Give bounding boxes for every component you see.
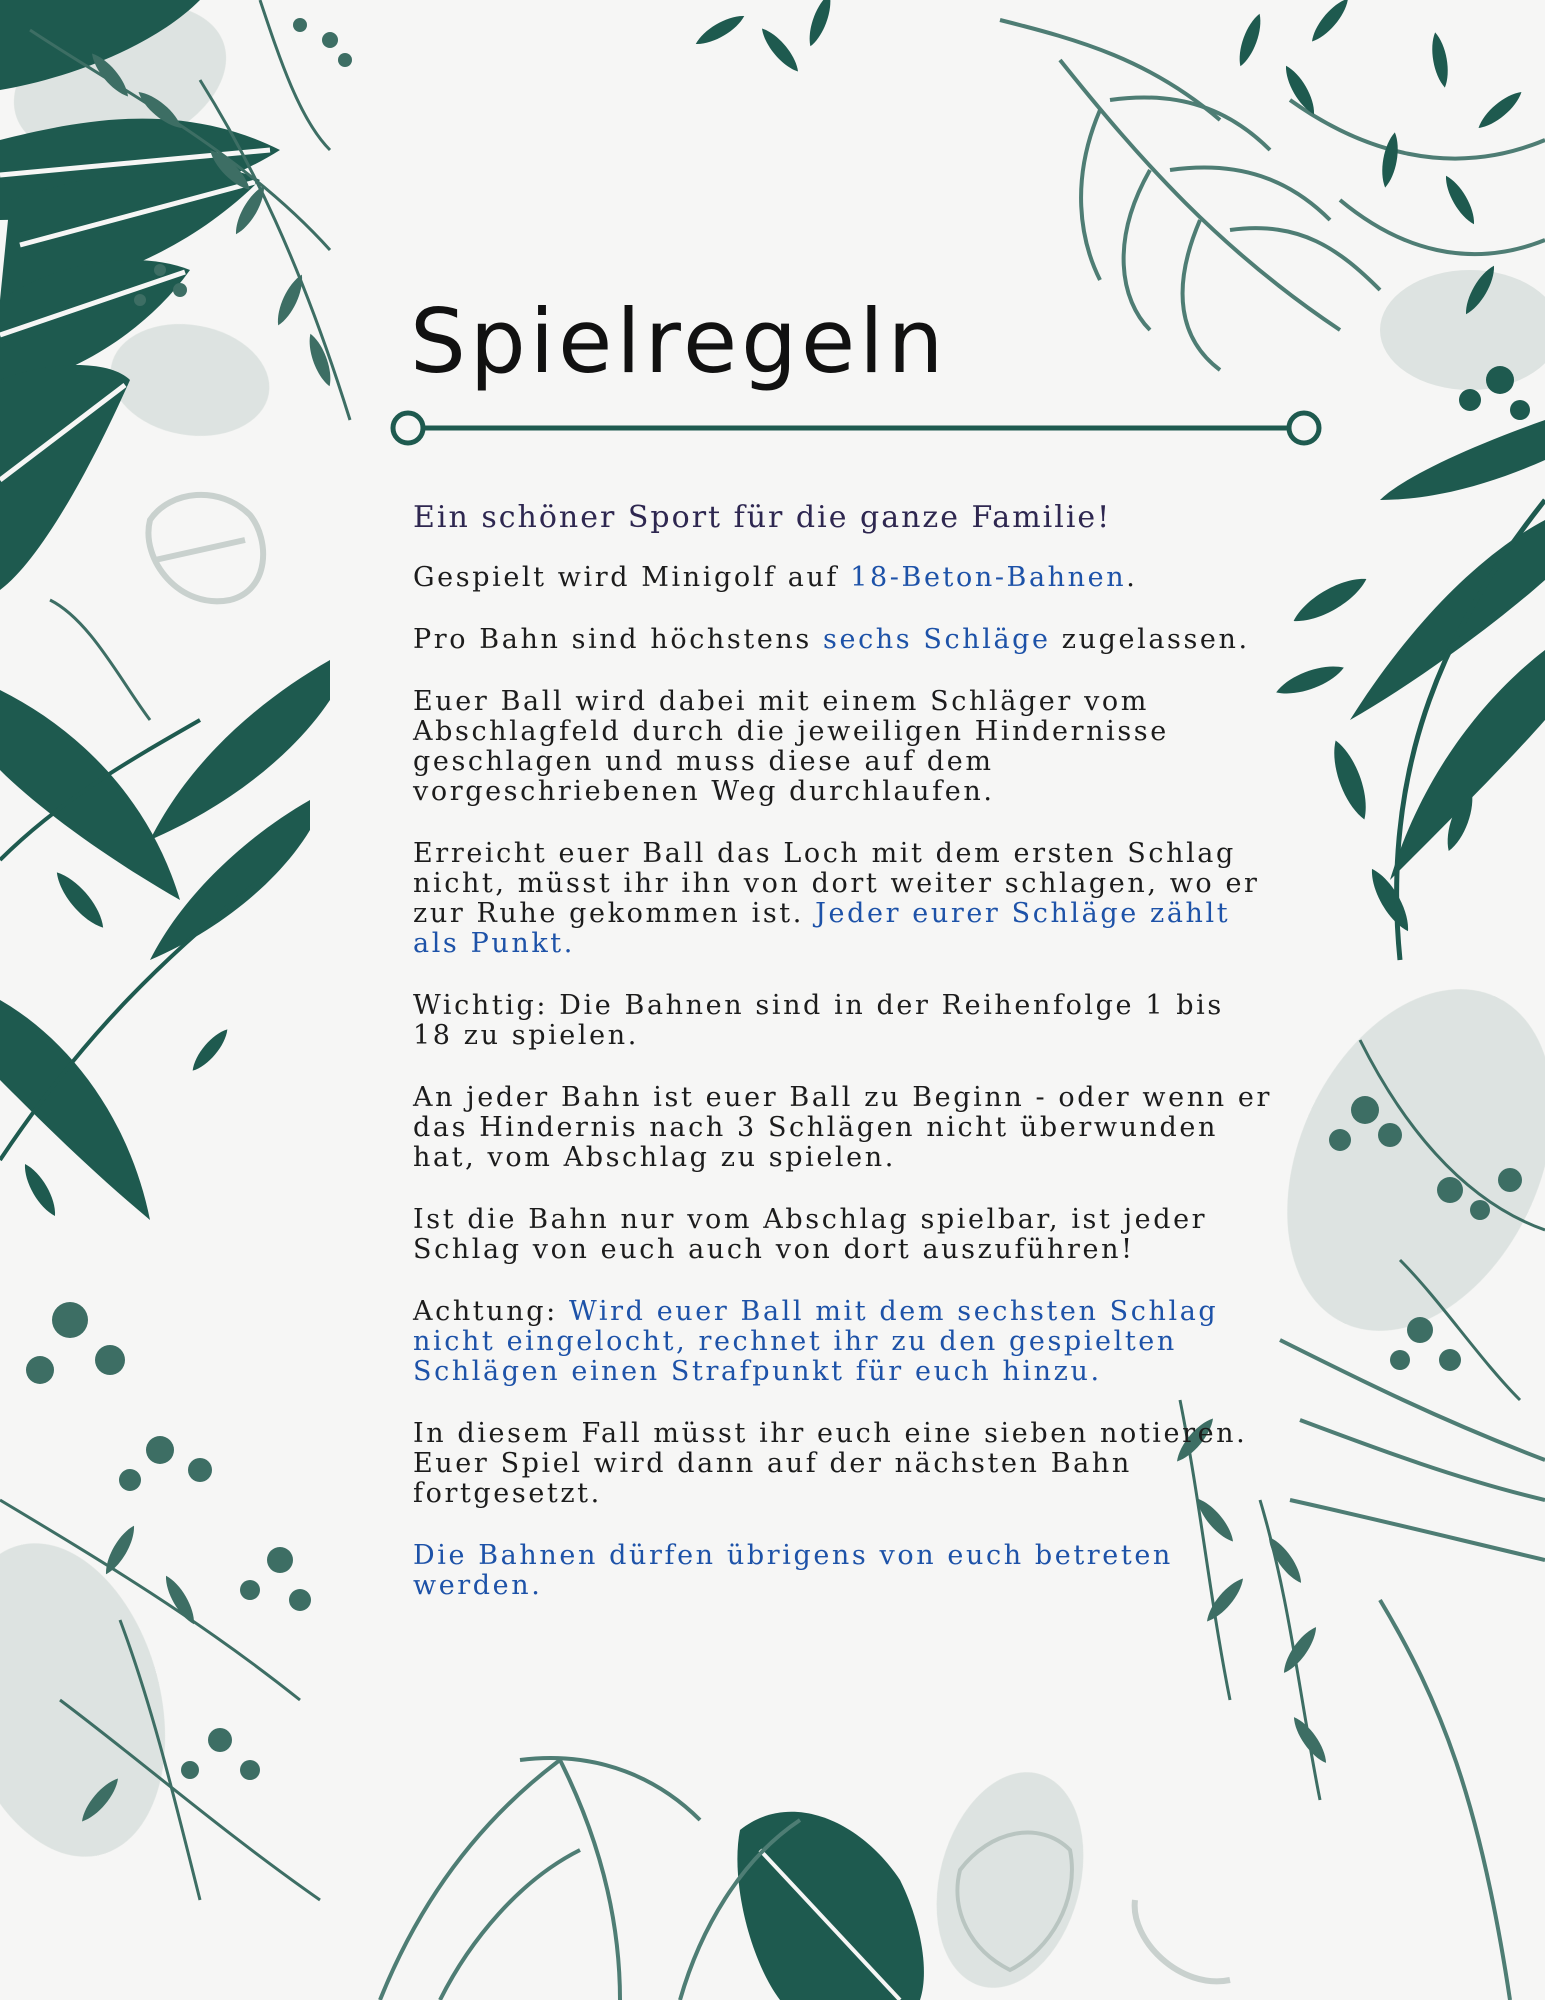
paragraph-scoring (413, 839, 1273, 959)
paragraph-course (413, 563, 1273, 593)
paragraph-start (413, 1083, 1273, 1173)
paragraph-text: Ist die Bahn nur vom Abschlag spielbar, ist jeder Schlag von euch auch von dort auszuführen! (413, 1204, 1208, 1265)
highlight-text: Wird euer Ball mit dem sechsten Schlag nicht eingelocht, rechnet ihr zu den gespielten Schlägen einen Strafpunkt für euch hinzu. (413, 1296, 1219, 1387)
paragraph-seven (413, 1419, 1273, 1509)
paragraph-text: Achtung: (413, 1296, 570, 1327)
rules-text (413, 563, 1273, 1633)
highlight-text: 18-Beton-Bahnen (850, 562, 1127, 593)
highlight-text: Die Bahnen dürfen übrigens von euch betreten werden. (413, 1540, 1173, 1601)
paragraph-text: Gespielt wird Minigolf auf (413, 562, 851, 593)
subtitle: Ein schöner Sport für die ganze Familie! (413, 500, 1112, 535)
paragraph-tee (413, 1205, 1273, 1265)
highlight-text: Jeder eurer Schläge zählt als Punkt. (413, 898, 1231, 959)
title-divider (388, 408, 1324, 448)
paragraph-text: Erreicht euer Ball das Loch mit dem ersten Schlag nicht, müsst ihr ihn von dort weiter schlagen, wo er zur Ruhe gekommen ist. (413, 838, 1260, 929)
paragraph-text: zugelassen. (1050, 624, 1250, 655)
paragraph-text: An jeder Bahn ist euer Ball zu Beginn - oder wenn er das Hindernis nach 3 Schlägen nicht überwunden hat, vom Abschlag zu spielen. (413, 1082, 1272, 1173)
paragraph-penalty (413, 1297, 1273, 1387)
paragraph-play (413, 687, 1273, 807)
paragraph-text: Pro Bahn sind höchstens (413, 624, 824, 655)
paragraph-text: Euer Ball wird dabei mit einem Schläger vom Abschlagfeld durch die jeweiligen Hindernisse geschlagen und muss diese auf dem vorgeschriebenen Weg durchlaufen. (413, 686, 1169, 807)
paragraph-text: In diesem Fall müsst ihr euch eine sieben notieren. Euer Spiel wird dann auf der nächsten Bahn fortgesetzt. (413, 1418, 1248, 1509)
paragraph-order (413, 991, 1273, 1051)
highlight-text: sechs Schläge (823, 624, 1051, 655)
paragraph-text: . (1126, 562, 1138, 593)
paragraph-strokes-limit (413, 625, 1273, 655)
page-title: Spielregeln (410, 290, 948, 393)
paragraph-text: Wichtig: Die Bahnen sind in der Reihenfolge 1 bis 18 zu spielen. (413, 990, 1224, 1051)
paragraph-walking (413, 1541, 1273, 1601)
